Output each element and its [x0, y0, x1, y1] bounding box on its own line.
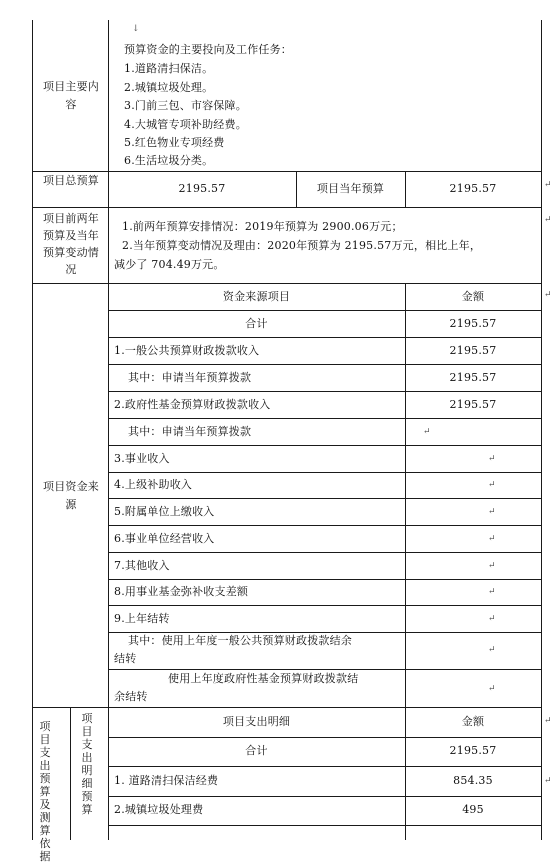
paragraph-mark: ↵: [488, 645, 496, 655]
funding-header-amount: 金额: [461, 290, 485, 303]
paragraph-mark: ↵: [488, 614, 496, 624]
expense-row-line: [108, 825, 542, 826]
current-budget-label: 项目当年预算: [316, 182, 385, 195]
paragraph-mark: ↵: [488, 684, 496, 694]
row-end-mark: ↵: [544, 290, 552, 300]
current-budget-value: 2195.57: [449, 182, 497, 195]
funding-row-line: [108, 669, 542, 670]
funding-row-gov-carryover: 使用上年度政府性基金预算财政拨款结: [168, 672, 359, 685]
paragraph-mark: ↵: [488, 480, 496, 490]
row-end-mark: ↵: [544, 180, 552, 190]
funding-amount-total: 2195.57: [449, 317, 497, 330]
funding-row-line: [108, 337, 542, 338]
funding-row-general-carryover-cont: 结转: [114, 652, 137, 665]
expense-header-item: 项目支出明细: [222, 715, 291, 728]
row-end-mark: ↵: [544, 215, 552, 225]
content-item-1: 1.道路清扫保洁。: [124, 62, 214, 75]
expense-row-line: [108, 766, 542, 767]
funding-row-superior-subsidy: 4.上级补助收入: [114, 478, 193, 491]
content-item-5: 5.红色物业专项经费: [124, 136, 225, 149]
expense-row-street-cleaning: 1. 道路清扫保洁经费: [114, 774, 219, 787]
funding-row-general-current: 其中：申请当年预算拨款: [128, 371, 252, 384]
content-item-4: 4.大城管专项补助经费。: [124, 118, 247, 131]
funding-row-line: [108, 445, 542, 446]
funding-row-gov-fund-current: 其中：申请当年预算拨款: [128, 425, 252, 438]
funding-row-other: 7.其他收入: [114, 559, 170, 572]
funding-row-carryover: 9.上年结转: [114, 612, 170, 625]
row-line-funding-bottom: [32, 707, 542, 708]
expense-row-garbage: 2.城镇垃圾处理费: [114, 803, 204, 816]
expense-row-line: [108, 737, 542, 738]
table-border-left: [32, 20, 33, 840]
funding-row-general-carryover: 其中：使用上年度一般公共预算财政拨款结余: [128, 634, 352, 647]
paragraph-mark: ↵: [423, 427, 431, 437]
expense-row-total: 合计: [245, 744, 268, 757]
total-budget-label: 项目总预算: [43, 174, 99, 187]
expense-amount-garbage: 495: [462, 803, 484, 816]
row-end-mark: ↵: [544, 716, 552, 726]
funding-row-line: [108, 472, 542, 473]
funding-amount-gov-fund: 2195.57: [449, 398, 497, 411]
funding-row-line: [108, 391, 542, 392]
funding-row-operating: 6.事业单位经营收入: [114, 532, 215, 545]
total-budget-value: 2195.57: [178, 182, 226, 195]
expense-amount-street-cleaning: 854.35: [453, 774, 493, 787]
paragraph-mark: ↵: [488, 587, 496, 597]
expense-label-divider: [70, 707, 71, 840]
row-line-budget-bottom: [32, 207, 542, 208]
funding-amount-general: 2195.57: [449, 344, 497, 357]
content-item-2: 2.城镇垃圾处理。: [124, 81, 214, 94]
row-line-content-bottom: [32, 171, 542, 172]
change-line-2: 2.当年预算变动情况及理由：2020年预算为 2195.57万元，相比上年，: [122, 239, 482, 252]
funding-amount-general-current: 2195.57: [449, 371, 497, 384]
change-label: 项目前两年预算及当年预算变动情况: [43, 212, 99, 276]
funding-row-line: [108, 552, 542, 553]
funding-row-gov-fund: 2.政府性基金预算财政拨款收入: [114, 398, 271, 411]
content-item-6: 6.生活垃圾分类。: [124, 154, 214, 167]
funding-row-total: 合计: [245, 317, 268, 330]
expense-amount-total: 2195.57: [449, 744, 497, 757]
funding-header-item: 资金来源项目: [222, 290, 291, 303]
change-line-3: 减少了 704.49万元。: [114, 258, 225, 271]
content-item-3: 3.门前三包、市容保障。: [124, 99, 247, 112]
expense-inner-label: 项目支出明细预算: [81, 712, 93, 816]
expense-row-line: [108, 796, 542, 797]
change-line-1: 1.前两年预算安排情况：2019年预算为 2900.06万元；: [122, 220, 403, 233]
paragraph-mark: ↵: [488, 534, 496, 544]
paragraph-mark: ↵: [488, 561, 496, 571]
content-intro: 预算资金的主要投向及工作任务：: [124, 43, 292, 56]
expense-header-amount: 金额: [461, 715, 485, 728]
funding-row-gov-carryover-cont: 余结转: [114, 690, 148, 703]
funding-row-general: 1.一般公共预算财政拨款收入: [114, 344, 260, 357]
funding-row-line: [108, 579, 542, 580]
row-line-change-bottom: [32, 283, 542, 284]
table-border-right: [541, 20, 542, 840]
funding-label: 项目资金来源: [43, 480, 99, 511]
paragraph-mark: ↵: [488, 454, 496, 464]
funding-row-line: [108, 605, 542, 606]
paragraph-mark: ↵: [488, 507, 496, 517]
funding-row-line: [108, 364, 542, 365]
funding-row-line: [108, 310, 542, 311]
funding-row-affiliate: 5.附属单位上缴收入: [114, 505, 215, 518]
content-label: 项目主要内容: [43, 80, 99, 111]
paragraph-mark: ↓: [132, 24, 140, 34]
funding-row-business: 3.事业收入: [114, 452, 170, 465]
funding-row-line: [108, 525, 542, 526]
funding-row-line: [108, 498, 542, 499]
funding-row-line: [108, 418, 542, 419]
expense-outer-label: 项目支出预算及测算依据: [39, 720, 51, 863]
funding-row-fund-offset: 8.用事业基金弥补收支差额: [114, 585, 249, 598]
row-end-mark: ↵: [544, 776, 552, 786]
